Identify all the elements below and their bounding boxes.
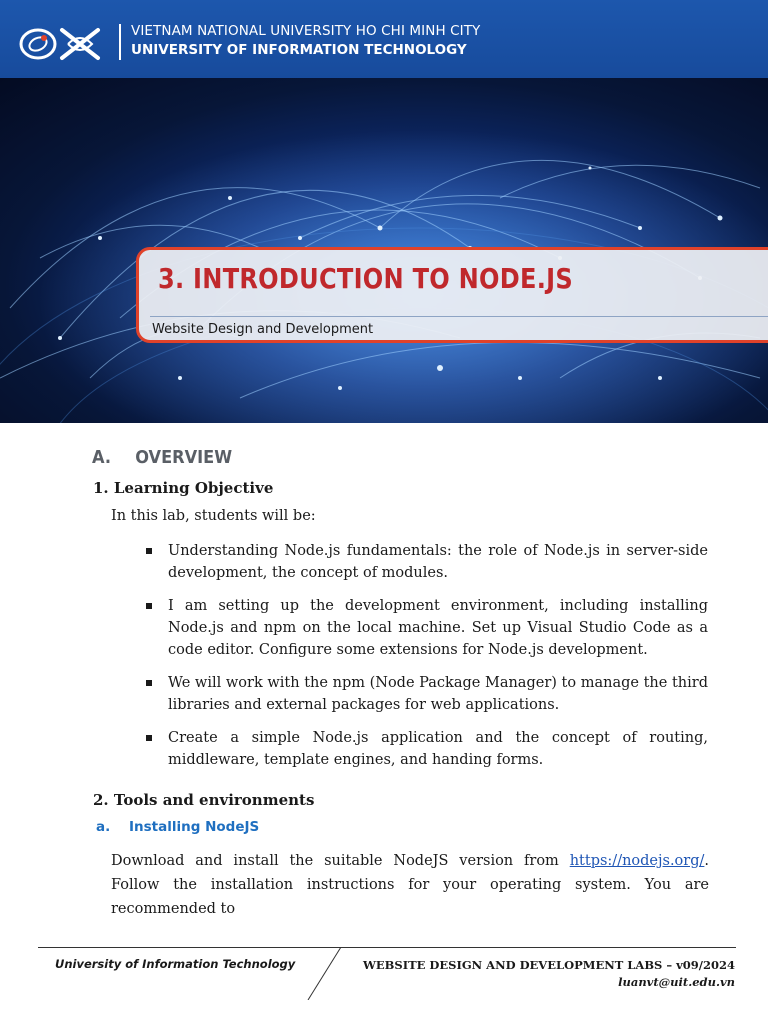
footer-institution: University of Information Technology (55, 957, 296, 971)
objective-list (146, 540, 708, 782)
university-name-uit: UNIVERSITY OF INFORMATION TECHNOLOGY (131, 42, 467, 58)
list-item: I am setting up the development environment, including installing Node.js and npm on the local machine. Set up Visual Studio Code as a code editor. Configure some extensions for Node.js development. (146, 595, 708, 661)
subheading-installing-nodejs (96, 819, 259, 835)
logo-divider (119, 24, 121, 60)
footer-course-version: WEBSITE DESIGN AND DEVELOPMENT LABS – v09/2024 (362, 958, 735, 972)
title-divider (150, 316, 768, 317)
learning-intro: In this lab, students will be: (111, 508, 316, 524)
section-title: OVERVIEW (135, 447, 233, 468)
list-item: Create a simple Node.js application and the concept of routing, middleware, template engines, and handing forms. (146, 727, 708, 771)
list-item: Understanding Node.js fundamentals: the role of Node.js in server-side development, the concept of modules. (146, 540, 708, 584)
install-paragraph (111, 849, 709, 921)
university-header (0, 0, 768, 78)
footer-email: luanvt@uit.edu.vn (618, 975, 735, 989)
heading-learning-objective: 1. Learning Objective (93, 479, 274, 497)
subheading-letter: a. (96, 819, 111, 835)
list-item: We will work with the npm (Node Package Manager) to manage the third libraries and external packages for web applications. (146, 672, 708, 716)
paragraph-text: . Follow the installation instructions for your operating system. You are recommended to (111, 853, 709, 917)
subheading-title: Installing NodeJS (129, 819, 260, 835)
nodejs-link[interactable]: https://nodejs.org/ (569, 853, 705, 869)
university-logo-icon (18, 24, 108, 64)
footer-slash (306, 947, 346, 1000)
university-name-national: VIETNAM NATIONAL UNIVERSITY HO CHI MINH CITY (131, 23, 481, 39)
paragraph-text: Download and install the suitable NodeJS version from (111, 853, 570, 869)
course-subtitle: Website Design and Development (152, 322, 374, 337)
lab-title: 3. INTRODUCTION TO NODE.JS (158, 262, 573, 295)
footer-divider (38, 947, 736, 948)
section-heading-overview (92, 447, 232, 468)
section-letter: A. (92, 447, 111, 468)
heading-tools-environments: 2. Tools and environments (93, 791, 315, 809)
